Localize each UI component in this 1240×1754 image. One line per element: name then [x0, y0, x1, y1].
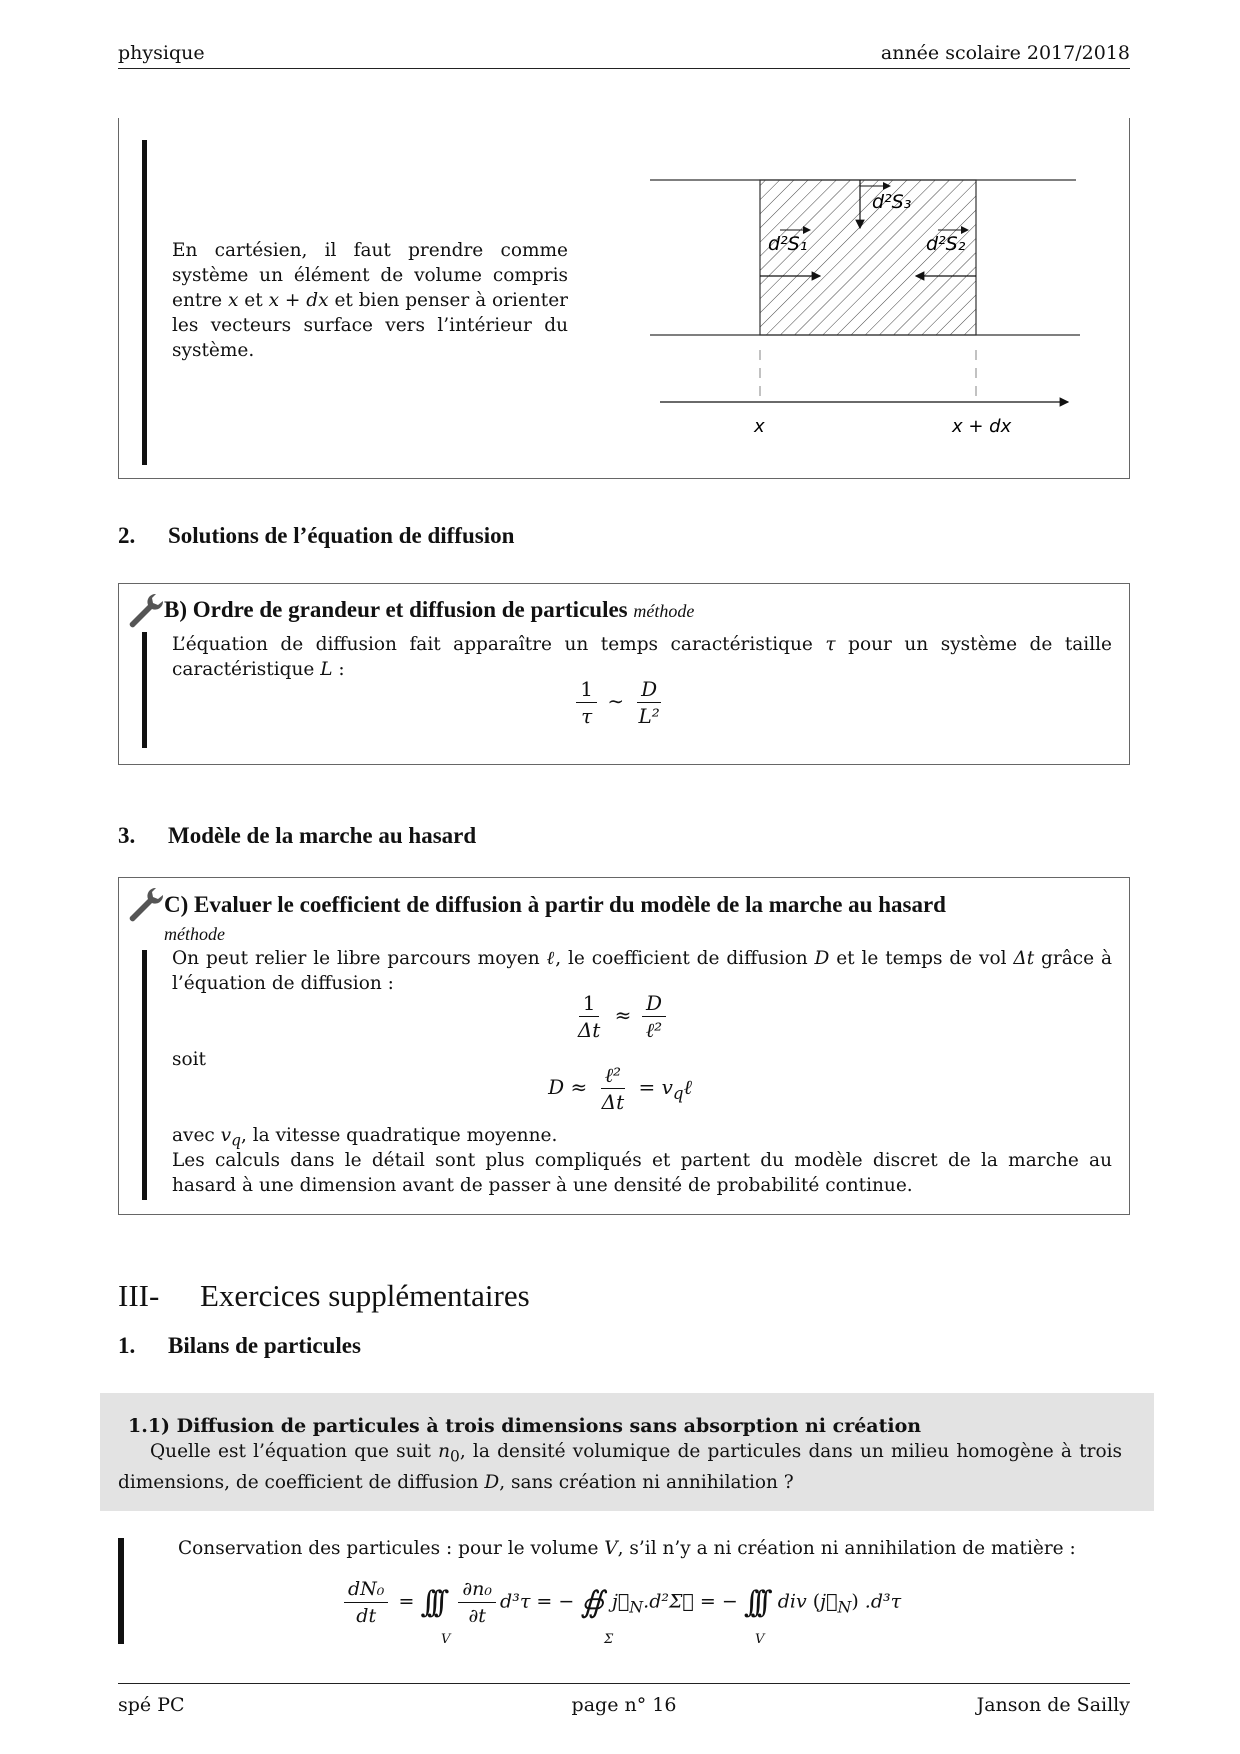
footer-class: spé PC	[118, 1694, 185, 1716]
under-v-2: V	[755, 1632, 765, 1647]
method-c-equation-1: $\frac{1}{\Delta t}$ ≈ $\frac{D}{\text{ℓ²}}$	[500, 990, 740, 1043]
volume-element-figure	[650, 168, 1090, 448]
label-d2s3: d²S₃	[872, 191, 912, 213]
footer-school: Janson de Sailly	[976, 1694, 1130, 1716]
exercise-title: 1.1) Diffusion de particules à trois dimensions sans absorption ni création	[128, 1415, 922, 1437]
method-c-text-2: avec $v_q$, la vitesse quadratique moyenne.	[172, 1125, 558, 1150]
method-c-soit: soit	[172, 1049, 206, 1070]
exercise-box	[100, 1393, 1154, 1511]
wrench-icon	[126, 884, 166, 924]
method-c-text-1: On peut relier le libre parcours moyen ℓ, le coefficient de diffusion D et le temps de vol Δt grâce à l’équation de diffusion :	[172, 948, 1112, 994]
method-c-equation-2: D ≈ $\frac{\text{ℓ²}}{\Delta t}$ = $v_q\ell$	[548, 1063, 692, 1114]
cartesian-bar	[142, 140, 147, 465]
header-year: année scolaire 2017/2018	[880, 42, 1130, 64]
under-sigma: Σ	[604, 1632, 614, 1647]
method-b-title: B) Ordre de grandeur et diffusion de particules méthode	[164, 597, 695, 622]
label-d2s1: d²S₁	[768, 233, 808, 255]
page-header	[118, 40, 1130, 69]
under-v: V	[441, 1632, 451, 1647]
cartesian-text: En cartésien, il faut prendre comme système un élément de volume compris entre x et x + dx et bien penser à orienter les vecteurs surface vers l’intérieur du système.	[172, 240, 568, 361]
method-b-text: L’équation de diffusion fait apparaître un temps caractéristique τ pour un système de taille caractéristique L :	[172, 634, 1112, 680]
label-d2s2: d²S₂	[926, 233, 966, 255]
footer-page-number: page n° 16	[571, 1694, 677, 1716]
answer-text: Conservation des particules : pour le volume V, s’il n’y a ni création ni annihilation de matière :	[178, 1538, 1076, 1559]
method-c-title: C) Evaluer le coefficient de diffusion à partir du modèle de la marche au hasard méthode	[164, 892, 946, 944]
section-iii-heading: III- Exercices supplémentaires	[118, 1278, 530, 1313]
method-c-text-3: Les calculs dans le détail sont plus compliqués et partent du modèle discret de la marche au hasard à une dimension avant de passer à une densité de probabilité continue.	[172, 1150, 1112, 1196]
exercise-body: Quelle est l’équation que suit $n_0$, la densité volumique de particules dans un milieu homogène à trois dimensions, de coefficient de diffusion D, sans création ni annihilation ?	[118, 1441, 1122, 1493]
page-footer	[118, 1683, 1130, 1724]
hatched-volume	[760, 180, 976, 335]
answer-equation: $\frac{\text{dN₀}}{dt}$ = ∫∫∫ $\frac{\text{∂n₀}}{\partial t}$ d³τ = − ∯ $j⃗_N.d^2\Sigma⃗$ = − ∫∫∫ div $(j⃗_N)$ .d³τ	[340, 1576, 960, 1629]
wrench-icon	[126, 590, 166, 630]
method-b-bar	[142, 632, 147, 748]
axis-label-xdx: x + dx	[952, 416, 1012, 437]
method-b-equation: $\frac{1}{\tau}$ ∼ $\frac{D}{\text{L²}}$	[500, 676, 740, 729]
section-2-heading: 2. Solutions de l’équation de diffusion	[118, 523, 515, 548]
section-1-heading: 1. Bilans de particules	[118, 1333, 361, 1358]
method-c-bar	[142, 950, 147, 1200]
answer-bar	[118, 1538, 124, 1644]
header-subject: physique	[118, 42, 205, 64]
axis-label-x: x	[754, 416, 765, 437]
section-3-heading: 3. Modèle de la marche au hasard	[118, 823, 477, 848]
